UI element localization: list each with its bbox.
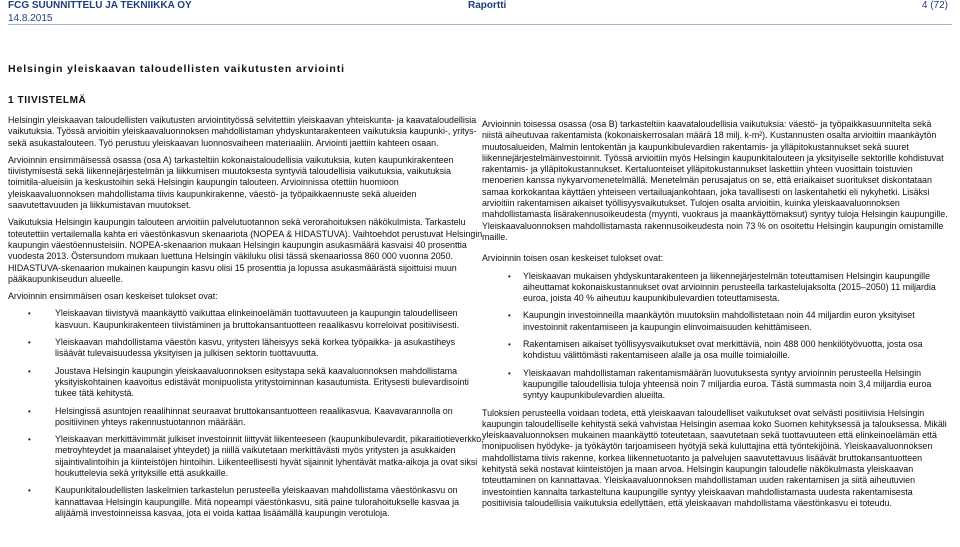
document-title: Helsingin yleiskaavan taloudellisten vaikutusten arviointi bbox=[8, 63, 345, 75]
right-column bbox=[482, 119, 952, 515]
bullet-icon: • bbox=[508, 368, 511, 378]
paragraph: Arvioinnin ensimmäisen osan keskeiset tulokset ovat: bbox=[8, 291, 218, 302]
list-item-text: Helsingissä asuntojen reaalihinnat seuraavat bruttokansantuotteen reaalikasvua. Kaavavarannolla on positiivinen yhteys rakennustuotannon määrään. bbox=[55, 405, 453, 427]
bullet-icon: • bbox=[28, 406, 31, 416]
page-number: 4 (72) bbox=[921, 0, 948, 11]
paragraph: Arvioinnin toisessa osassa (osa B) tarkasteltiin kaavataloudellisia vaikutuksia: väestö- ja työpaikkasuunnitelta sekä niistä aiheutuvaa rakentamista (kokonaiskerrosalan määrä 18 milj. k-m²). Kustannusten osalta arvioitiin maankäytön muutosalueiden, Malmin lentokentän ja kaupunkibulevardien rakentamis- ja ylläpitokustannukset sekä suuret liikennejärjestelmäinvestoinnit. Työssä arvioitiin myös Helsingin kaupunkitalouteen ja yksityiselle sektorille kohdistuvat rakentamis- ja ylläpitokustannukset. Kertaluonteiset ylläpitokustannukset laskettiin yhteen vuosittain toistuvien menoerien kanssa nykyarvomenetelmällä. Menetelmän perusajatus on se, että eriaikaiset suoritukset diskontataan samaa korkokantaa käyttäen yhteiseen vertailuajankohtaan, joka tavallisesti on laskentahetki eli nykyhetki. Lisäksi arvioitiin rakentamisen aikaiset työllisyysvaikutukset. Tulojen osalta arvioitiin, kuinka yleiskaavaluonnoksen mahdollistamasta lisärakennusoikeudesta (myynti, vuokraus ja maankäyttömaksut) syntyy tuloja Helsingin kaupungille. Yleiskaavaluonnoksen mahdollistamasta rakennusoikeudesta noin 73 % on osoitettu Helsingin kaupungin omistamille maille. bbox=[482, 119, 948, 242]
report-date: 14.8.2015 bbox=[8, 13, 53, 24]
list-item-text: Yleiskaavan mahdollistaman rakentamismäärän luovutuksesta syntyy arvioinnin perusteella Helsingin kaupungille taloudellisia tuloja yhteensä noin 7 miljardia euroa. Tästä summasta noin 3,4 miljardia euroa syntyy kaupunkibulevardien alueilta. bbox=[523, 367, 932, 401]
results-list bbox=[482, 271, 952, 402]
list-item-text: Yleiskaavan merkittävimmät julkiset investoinnit liittyvät liikenteeseen (kaupunkibulevardit, pikaraitiotieverkko, metroyhteydet ja maanalaiset yhteydet) ja niillä vaikutetaan merkittävästi myös yritysten ja asukkaiden sijaintivalintoihin ja kiinteistöjen hintoihin. Liikenteellisesti hyvät sijainnit lyhentävät matka-aikoja ja ovat siksi houkuttelevia sekä yrityksille että asukkaille. bbox=[55, 434, 484, 479]
paragraph: Tuloksien perusteella voidaan todeta, että yleiskaavan taloudelliset vaikutukset ovat selvästi positiivisia Helsingin kaupungin taloudelliselle kehitystä sekä vahvistaa Helsingin asemaa koko Suomen kehityksessä ja talouksessa. Mikäli yleiskaavaluonnoksen mukainen maankäyttö toteutetaan, saavutetaan sekä tuottavuuteen että elinkeinoelämän että monipuolisen hyödyke- ja työkäytön tarjoamiseen hyötyjä sekä kuluttajina että työntekijöinä. Yleiskaavaluonnoksen mahdollistama tiivis rakenne, korkea liikennetuotanto ja palvelujen saavutettavuus lisäävät bruttokansantuotteen kehitystä sekä nostavat kiinteistöjen ja maan arvoa. Helsingin kaupungin taloudelle näkökulmasta yleiskaavan toteuttaminen on kannattavaa. Yleiskaavaluonnoksen mahdollistaman uuden rakentamisen ja siitä aiheutuvien investointien kannalta tarkasteltuna kaupungille syntyy yleiskaavan mahdollistamasta uudesta rakentamisesta positiivisia taloudellisia vaikutuksia edellyttäen, että yleiskaavan mahdollistama väestönkasvu ei toteudu. bbox=[482, 407, 947, 508]
list-item bbox=[8, 434, 484, 479]
paragraph: Arvioinnin ensimmäisessä osassa (osa A) tarkasteltiin kokonaistaloudellisia vaikutuksia, kuten kaupunkirakenteen tiivistymisestä sekä liikennejärjestelmän ja liikkumisen muutoksesta syntyviä taloudellisia vaikutuksia, vaikutuksia toimitila-alueisiin ja keskustoihin sekä Helsingin kaupungin talouteen. Arvioinnissa otettiin huomioon yleiskaavaluonnoksen mahdollistama tiivis kaupunkirakenne, väestö- ja työpaikkaennuste sekä alueiden saavutettavuuden ja liikkumistavan muutokset. bbox=[8, 154, 454, 211]
list-item-text: Rakentamisen aikaiset työllisyysvaikutukset ovat merkittäviä, noin 488 000 henkilötyövuotta, josta osa kohdistuu välittömästi rakentamiseen alalle ja osa muille toimialoille. bbox=[523, 339, 923, 361]
list-item bbox=[482, 271, 952, 305]
bullet-icon: • bbox=[28, 435, 31, 445]
list-item-text: Yleiskaavan mahdollistama väestön kasvu, yritysten läheisyys sekä korkea työpaikka- ja asukastiheys lisäävät tulevaisuudessa yksityisen ja julkisen sektorin tuottavuutta. bbox=[55, 337, 456, 359]
list-item-text: Yleiskaavan mukaisen yhdyskuntarakenteen ja liikennejärjestelmän toteuttamisen Helsingin kaupungille aiheuttamat kokonaiskustannukset ovat arvioinnin perusteella tarkastelujaksolta (2015–2050) 11 miljardia euroa, joista 40 % aiheutuu kaupunkibulevardien toteuttamisesta. bbox=[523, 270, 936, 304]
section-heading: 1 TIIVISTELMÄ bbox=[8, 95, 87, 106]
paragraph: Helsingin yleiskaavan taloudellisten vaikutusten arviointityössä selvitettiin yleiskaavan yhteiskunta- ja kaavataloudellisia vaikutuksia. Työssä arvioitiin yleiskaavaluonnoksen mahdollistaman yhdyskuntarakenteen vaikutuksia kaupunki-, yritys- sekä asukastalouteen. Työ perustuu yleiskaavan luonnosvaiheen materiaaliin. Arviointi jaettiin kahteen osaan. bbox=[8, 115, 477, 148]
paragraph: Vaikutuksia Helsingin kaupungin talouteen arvioitiin palvelutuotannon sekä verorahoituksen näkökulmista. Tarkastelu toteutettiin vertailemalla kahta eri väestönkasvun skenaariota (NOPEA & HIDASTUVA). Vaihtoehdot perustuvat Helsingin kaupungin väestöennusteisiin. NOPEA-skenaarion mukaan Helsingin kaupungin asukasmäärä kasvaisi 40 prosenttia vuodesta 2013. Östersundom mukaan luettuna Helsingin väkiluku olisi tässä skenaariossa 860 000 vuonna 2050. HIDASTUVA-skenaarion mukainen kaupungin kasvu olisi 15 prosenttia ja lopussa asukasmäärästä sijoittuisi muun pääkaupunkiseudun alueelle. bbox=[8, 217, 483, 284]
bullet-icon: • bbox=[28, 486, 31, 496]
company-name: FCG SUUNNITTELU JA TEKNIIKKA OY bbox=[8, 0, 192, 11]
paragraph: Arvioinnin toisen osan keskeiset tulokset ovat: bbox=[482, 253, 664, 264]
list-item bbox=[482, 368, 952, 402]
bullet-icon: • bbox=[28, 338, 31, 348]
bullet-icon: • bbox=[508, 271, 511, 281]
bullet-icon: • bbox=[508, 311, 511, 321]
bullet-icon: • bbox=[508, 340, 511, 350]
list-item bbox=[8, 337, 484, 360]
page-header bbox=[8, 0, 952, 28]
list-item bbox=[482, 339, 952, 362]
list-item-text: Kaupungin investoinneilla maankäytön muutoksiin mahdollistetaan noin 44 miljardin euron yksityiset investoinnit rakentamiseen ja kaupungin elinvoimaisuuden kehittämiseen. bbox=[523, 310, 915, 332]
bullet-icon: • bbox=[28, 366, 31, 376]
list-item-text: Yleiskaavan tiivistyvä maankäyttö vaikuttaa elinkeinoelämän tuottavuuteen ja kaupungin taloudelliseen kasvuun. Kaupunkirakenteen tiivistäminen ja bruttokansantuotteen reaalikasvu korreloivat positiivisesti. bbox=[55, 308, 460, 330]
list-item-text: Kaupunkitaloudellisten laskelmien tarkastelun perusteella yleiskaavan mahdollistama väestönkasvu on kannattavaa Helsingin kaupungille. Mitä nopeampi väestönkasvu, sitä paine tulorahoitukselle kasvaa ja alijäämä investoinneissa kasvaa, jota ei voida kattaa lisäämällä kaupungin verotuloja. bbox=[55, 485, 460, 518]
bullet-icon: • bbox=[28, 309, 31, 319]
report-type: Raportti bbox=[468, 0, 507, 11]
list-item bbox=[8, 485, 484, 519]
left-column bbox=[8, 115, 484, 525]
list-item-text: Joustava Helsingin kaupungin yleiskaavaluonnoksen esitystapa sekä kaavaluonnoksen mahdollistama yksityiskohtainen kaavoitus edistävät monipuolista yritystoiminnan kasautumista. Eritysesti bulevardisointi tukee tätä kehitystä. bbox=[55, 365, 469, 399]
list-item bbox=[482, 310, 952, 333]
results-list bbox=[8, 308, 484, 519]
list-item bbox=[8, 406, 484, 429]
list-item bbox=[8, 308, 484, 331]
header-divider bbox=[8, 24, 952, 25]
list-item bbox=[8, 366, 484, 400]
